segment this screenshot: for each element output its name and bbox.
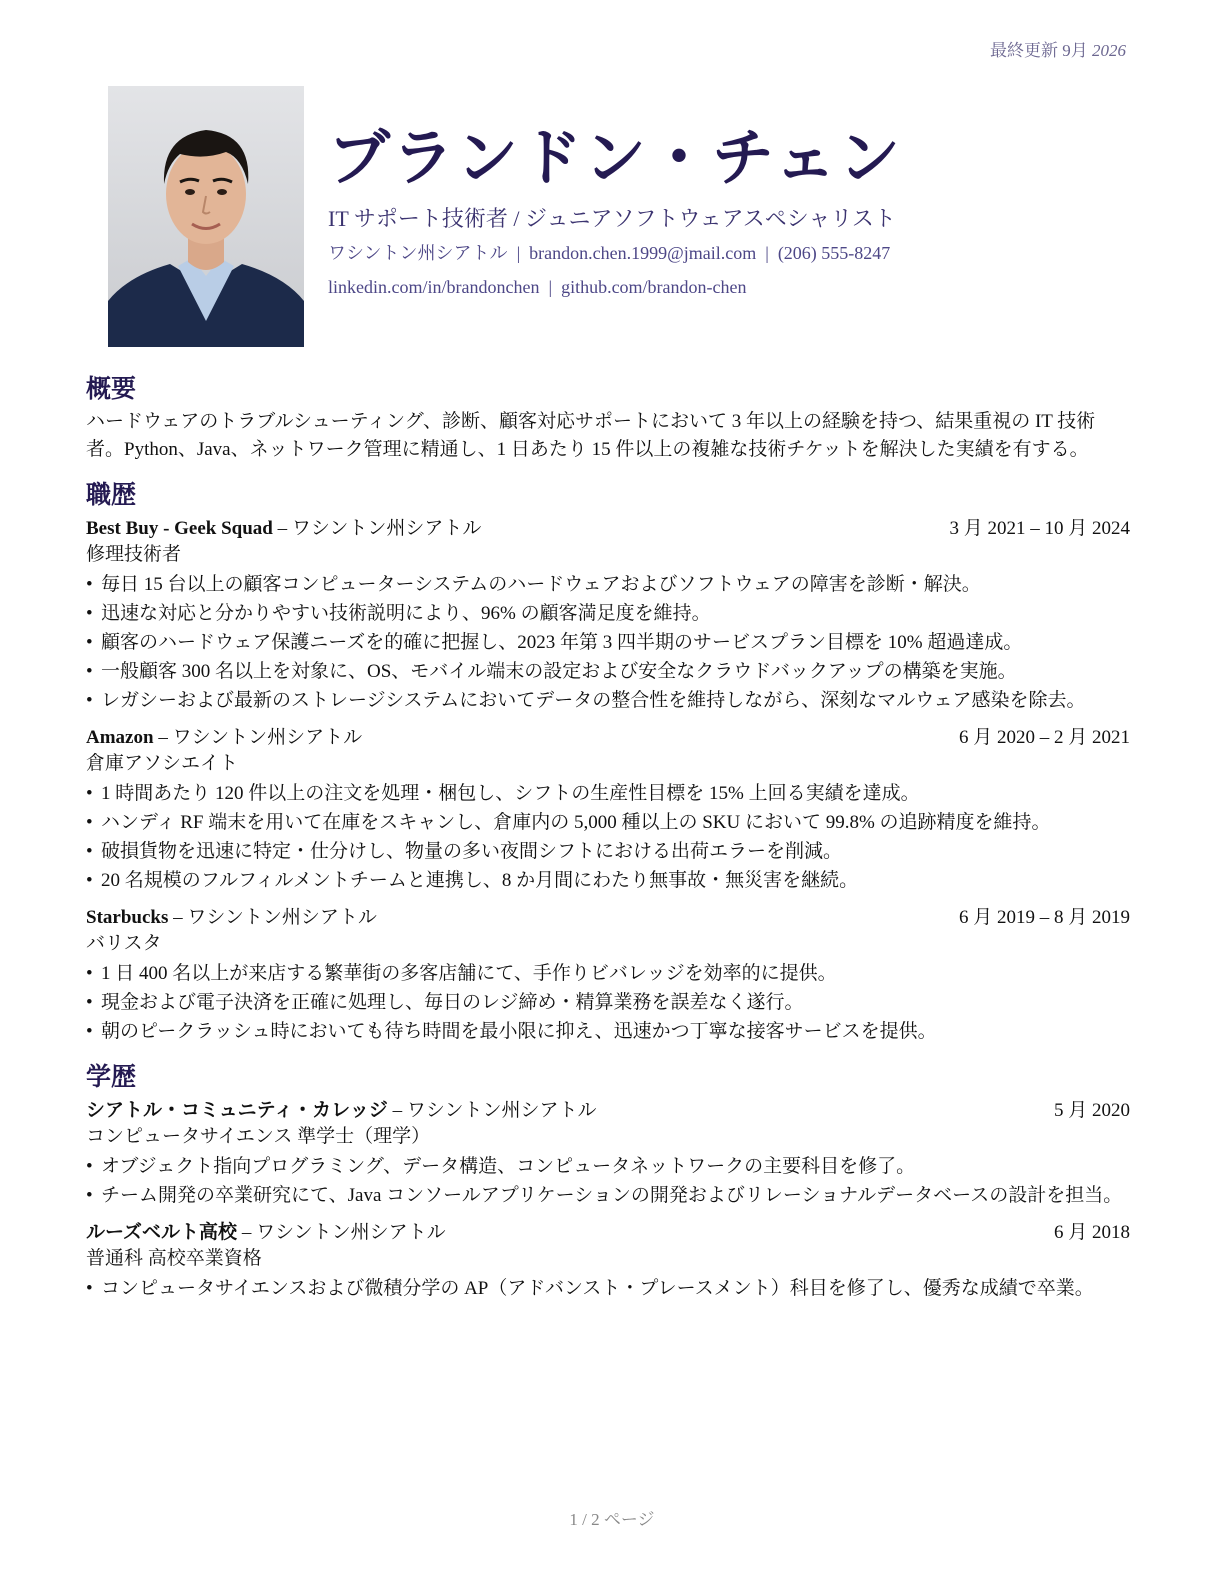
separator: | xyxy=(765,243,769,263)
employment-dates: 6 月 2020 – 2 月 2021 xyxy=(958,727,1130,748)
linkedin-link[interactable]: linkedin.com/in/brandonchen xyxy=(328,277,540,297)
list-item: • 20 名規模のフルフィルメントチームと連携し、8 か月間にわたり無事故・無災害を継続。 xyxy=(86,866,1130,895)
profile-photo xyxy=(108,86,304,347)
candidate-name: ブランドン・チェン xyxy=(328,121,903,194)
github-link[interactable]: github.com/brandon-chen xyxy=(561,277,747,297)
entry-header xyxy=(86,1220,1130,1246)
resume-header xyxy=(328,118,1128,302)
list-item: • 1 日 400 名以上が来店する繁華街の多客店舗にて、手作りビバレッジを効率的に提供。 xyxy=(86,959,1130,988)
job-role: 修理技術者 xyxy=(86,544,182,565)
job-role: バリスタ xyxy=(86,933,162,954)
list-item: • 1 時間あたり 120 件以上の注文を処理・梱包し、シフトの生産性目標を 15% 上回る実績を達成。 xyxy=(86,779,1130,808)
last-updated-month: 9月 xyxy=(1062,41,1088,60)
experience-entry xyxy=(86,905,1130,1046)
list-item: • ハンディ RF 端末を用いて在庫をスキャンし、倉庫内の 5,000 種以上の SKU において 99.8% の追跡精度を維持。 xyxy=(86,808,1130,837)
email-link[interactable]: brandon.chen.1999@jmail.com xyxy=(529,243,757,263)
employer-name: Best Buy - Geek Squad xyxy=(86,518,273,539)
experience-entry xyxy=(86,516,1130,715)
list-item: • 朝のピークラッシュ時においても待ち時間を最小限に抑え、迅速かつ丁寧な接客サービスを提供。 xyxy=(86,1017,1130,1046)
list-item: • オブジェクト指向プログラミング、データ構造、コンピュータネットワークの主要科目を修了。 xyxy=(86,1152,1130,1181)
experience-heading: 職歴 xyxy=(86,480,137,509)
summary-heading: 概要 xyxy=(86,374,137,403)
entry-header xyxy=(86,1098,1130,1124)
phone-number[interactable]: (206) 555-8247 xyxy=(777,243,891,263)
separator: | xyxy=(516,243,521,263)
employer-location: – ワシントン州シアトル xyxy=(158,727,363,748)
degree: 普通科 高校卒業資格 xyxy=(86,1248,262,1269)
list-item: • レガシーおよび最新のストレージシステムにおいてデータの整合性を維持しながら、深刻なマルウェア感染を除去。 xyxy=(86,686,1130,715)
job-title: IT サポート技術者 / ジュニアソフトウェアスペシャリスト xyxy=(328,206,896,231)
list-item: • 迅速な対応と分かりやすい技術説明により、96% の顧客満足度を維持。 xyxy=(86,599,1130,628)
last-updated xyxy=(990,36,1126,61)
school-location: – ワシントン州シアトル xyxy=(392,1100,597,1121)
experience-entry xyxy=(86,725,1130,895)
employer-name: Starbucks xyxy=(86,907,169,928)
entry-header xyxy=(86,516,1130,542)
portrait-image xyxy=(108,86,304,347)
list-item: • 破損貨物を迅速に特定・仕分けし、物量の多い夜間シフトにおける出荷エラーを削減。 xyxy=(86,837,1130,866)
school-name: シアトル・コミュニティ・カレッジ xyxy=(86,1100,388,1121)
list-item: • 顧客のハードウェア保護ニーズを的確に把握し、2023 年第 3 四半期のサービスプラン目標を 10% 超過達成。 xyxy=(86,628,1130,657)
bullet-list xyxy=(86,1274,1130,1303)
location: ワシントン州シアトル xyxy=(328,243,508,263)
bullet-list xyxy=(86,1152,1130,1210)
education-heading: 学歴 xyxy=(86,1062,137,1091)
list-item: • 一般顧客 300 名以上を対象に、OS、モバイル端末の設定および安全なクラウドバックアップの構築を実施。 xyxy=(86,657,1130,686)
contact-line-2 xyxy=(328,272,1128,302)
list-item: • 毎日 15 台以上の顧客コンピューターシステムのハードウェアおよびソフトウェアの障害を診断・解決。 xyxy=(86,570,1130,599)
last-updated-label: 最終更新 xyxy=(990,41,1058,60)
entry-header xyxy=(86,725,1130,751)
education-entry xyxy=(86,1098,1130,1210)
bullet-list xyxy=(86,570,1130,715)
separator: | xyxy=(548,277,553,297)
summary-text: ハードウェアのトラブルシューティング、診断、顧客対応サポートにおいて 3 年以上の経験を持つ、結果重視の IT 技術者。Python、Java、ネットワーク管理に精通し、1 日あたり 15 件以上の複雑な技術チケットを解決した実績を有する。 xyxy=(86,411,1096,460)
page-number: 1 / 2 ページ xyxy=(569,1510,655,1529)
school-location: – ワシントン州シアトル xyxy=(241,1222,446,1243)
list-item: • コンピュータサイエンスおよび微積分学の AP（アドバンスト・プレースメント）科目を修了し、優秀な成績で卒業。 xyxy=(86,1274,1130,1303)
list-item: • 現金および電子決済を正確に処理し、毎日のレジ締め・精算業務を誤差なく遂行。 xyxy=(86,988,1130,1017)
employment-dates: 6 月 2019 – 8 月 2019 xyxy=(958,907,1130,928)
entry-header xyxy=(86,905,1130,931)
employer-location: – ワシントン州シアトル xyxy=(173,907,377,928)
employment-dates: 3 月 2021 – 10 月 2024 xyxy=(949,518,1130,539)
resume-body xyxy=(86,364,1130,1303)
last-updated-year: 2026 xyxy=(1092,41,1126,60)
employer-location: – ワシントン州シアトル xyxy=(277,518,482,539)
contact-line-1 xyxy=(328,238,1128,268)
employer-name: Amazon xyxy=(86,727,154,748)
graduation-date: 5 月 2020 xyxy=(1053,1100,1130,1121)
list-item: • チーム開発の卒業研究にて、Java コンソールアプリケーションの開発およびリレーショナルデータベースの設計を担当。 xyxy=(86,1181,1130,1210)
job-role: 倉庫アソシエイト xyxy=(86,753,239,774)
school-name: ルーズベルト高校 xyxy=(86,1222,238,1243)
education-entry xyxy=(86,1220,1130,1303)
degree: コンピュータサイエンス 準学士（理学） xyxy=(86,1126,431,1147)
bullet-list xyxy=(86,959,1130,1046)
graduation-date: 6 月 2018 xyxy=(1053,1222,1130,1243)
bullet-list xyxy=(86,779,1130,895)
